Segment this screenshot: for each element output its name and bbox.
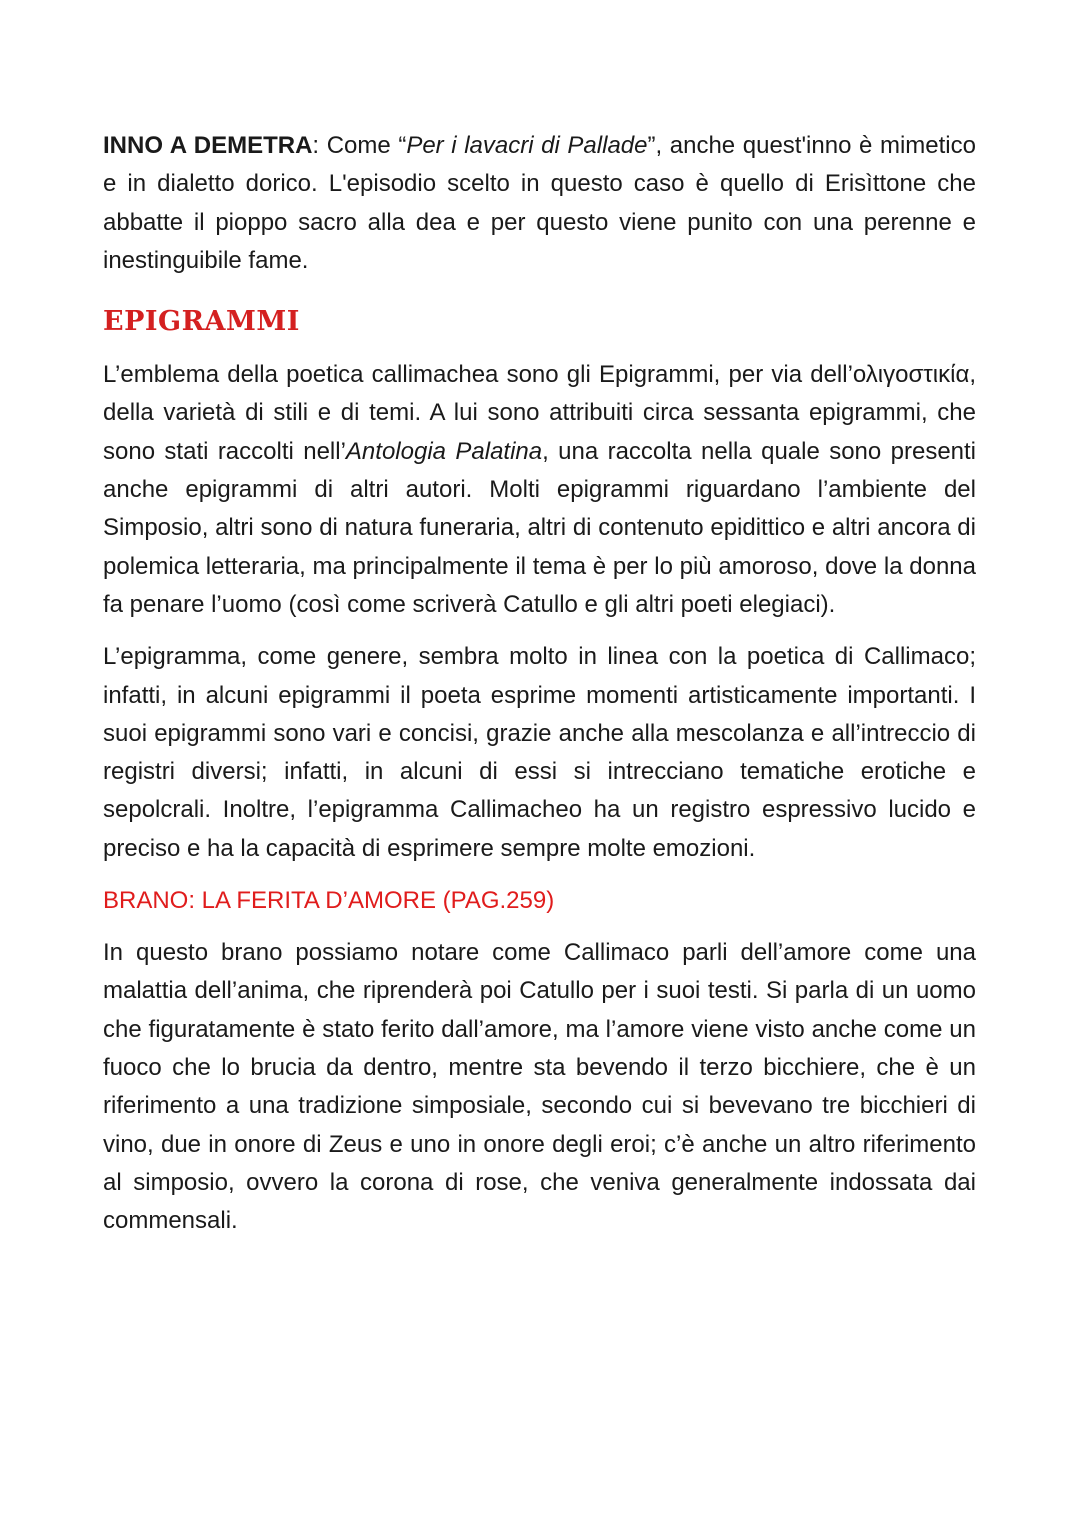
- hymn-quote-open: “: [398, 132, 407, 159]
- passage-heading: BRANO: LA FERITA D’AMORE (PAG.259): [103, 887, 555, 915]
- hymn-work-title: Per i lavacri di Pallade: [406, 132, 648, 159]
- hymn-title: INNO A DEMETRA: [103, 132, 313, 159]
- hymn-colon: : Come: [312, 132, 399, 159]
- epigrams-heading: EPIGRAMMI: [103, 306, 300, 338]
- document-page: [103, 127, 976, 1240]
- epigrams-paragraph-1: [103, 356, 976, 624]
- hymn-quote-close: ”: [647, 132, 656, 159]
- epigrams-p1-end: , una raccolta nella quale sono presenti anche epigrammi di altri autori. Molti epigrammi riguardano l’ambiente del Simposio, altri sono di natura funeraria, altri di contenuto epidittico e altri ancora di polemica letteraria, ma principalmente il tema è per lo più amoroso, dove la donna fa penare l’uomo (così come scriverà Catullo e gli altri poeti elegiaci).: [103, 437, 977, 618]
- hymn-text: , anche quest'inno è mimetico e in dialetto dorico. L'episodio scelto in questo caso è quello di Erisìttone che abbatte il pioppo sacro alla dea e per questo viene punito con una perenne e inestinguibile fame.: [103, 132, 976, 274]
- epigrams-work-title: Antologia Palatina: [345, 437, 543, 465]
- passage-paragraph: In questo brano possiamo notare come Callimaco parli dell’amore come una malattia dell’anima, che riprenderà poi Catullo per i suoi testi. Si parla di un uomo che figuratamente è stato ferito dall’amore, ma l’amore viene visto anche come un fuoco che lo brucia da dentro, mentre sta bevendo il terzo bicchiere, che è un riferimento a una tradizione simposiale, secondo cui si bevevano tre bicchieri di vino, due in onore di Zeus e uno in onore degli eroi; c’è anche un altro riferimento al simposio, ovvero la corona di rose, che veniva generalmente indossata dai commensali.: [103, 939, 976, 1235]
- epigrams-paragraph-2: L’epigramma, come genere, sembra molto in linea con la poetica di Callimaco; infatti, in alcuni epigrammi il poeta esprime momenti artisticamente importanti. I suoi epigrammi sono vari e concisi, grazie anche alla mescolanza e all’intreccio di registri diversi; infatti, in alcuni di essi si intrecciano tematiche erotiche e sepolcrali. Inoltre, l’epigramma Callimacheo ha un registro espressivo lucido e preciso e ha la capacità di esprimere sempre molte emozioni.: [103, 643, 976, 862]
- epigrams-p1-start: L’emblema della poetica callimachea sono gli Epigrammi, per via dell’ολιγοστικία, della varietà di stili e di temi. A lui sono attribuiti circa sessanta epigrammi, che sono stati raccolti nell’: [103, 361, 976, 465]
- hymn-paragraph: [103, 127, 976, 280]
